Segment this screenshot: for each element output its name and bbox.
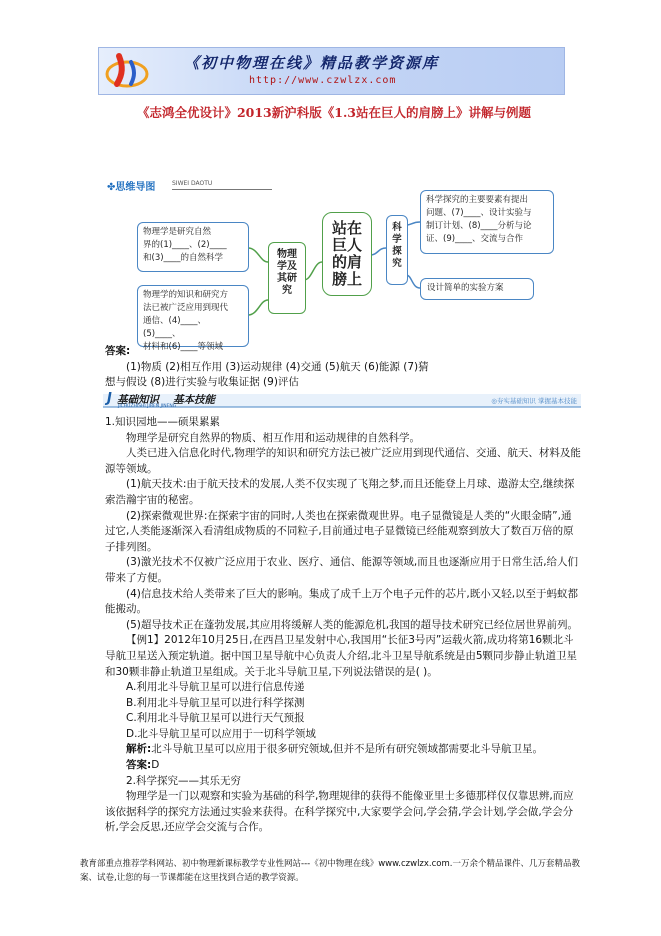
heading-knowledge-garden: 1.知识园地——硕果累累: [105, 416, 221, 428]
section-banner-title: 基础知识: [117, 394, 159, 406]
mindmap-hub-scientific-inquiry-label: 科学探究: [392, 222, 402, 269]
paragraph: (5)超导技术正在蓬勃发展,其应用将缓解人类的能源危机,我国的超导技术研究已经位居世界前列。: [126, 618, 579, 631]
banner-url[interactable]: http://www.czwlzx.com: [249, 75, 397, 86]
paragraph: (2)探索微观世界:在探索宇宙的同时,人类也在探索微观世界。电子显微镜是人类的“火眼金睛”,通过它,人类能逐渐深入看清组成物质的不同粒子,目前通过电子显微镜已经能观察到放大了数百万倍的原子排列图。: [105, 509, 574, 553]
mindmap-header-sub: SIWEI DAOTU: [172, 180, 213, 187]
mindmap-center-node: [322, 212, 372, 296]
mindmap-line: 物理学的知识和研究方: [143, 290, 229, 300]
answers-line-1: (1)物质 (2)相互作用 (3)运动规律 (4)交通 (5)航天 (6)能源 (7)猜: [126, 360, 429, 373]
mindmap-line: 通信、(4)____、(5)____、: [143, 316, 207, 339]
paragraph: (4)信息技术给人类带来了巨大的影响。集成了成千上万个电子元件的芯片,既小又轻,以至于蚂蚁都能搬动。: [105, 587, 579, 616]
mindmap-box-design-experiment-text: 设计简单的实验方案: [427, 283, 504, 293]
example-answer: [105, 758, 581, 774]
body-content: [105, 415, 581, 836]
mindmap-box-inquiry-elements-text: [421, 191, 553, 249]
example-answer-label: 答案:: [126, 759, 152, 772]
mindmap-box-inquiry-elements: [420, 190, 554, 254]
page-footer: 教育部重点推荐学科网站、初中物理新课标教学专业性网站---《初中物理在线》www.czwlzx.com.一万余个精品课件、几万套精品教案、试卷,让您的每一节课都能在这里找到合适的教学资源。: [80, 859, 580, 883]
mindmap-line: 材料和(6)____等领域: [143, 342, 224, 352]
banner-title: 《初中物理在线》精品教学资源库: [184, 54, 440, 72]
paragraph: (3)激光技术不仅被广泛应用于农业、医疗、通信、能源等领域,而且也逐渐应用于日常生活,给人们带来了方便。: [105, 556, 579, 584]
mindmap-line: 法已被广泛应用到现代: [143, 303, 229, 313]
site-banner: [98, 47, 565, 95]
section-banner-sub: JICHUZHISHI JIBEN JINENG: [118, 404, 177, 409]
analysis-label: 解析:: [126, 743, 152, 756]
mindmap-header-label: ✤思维导图: [107, 182, 156, 193]
mindmap-line: 制订计划、(8)____分析与论: [426, 221, 532, 231]
mindmap-line: 科学探究的主要要素有提出: [426, 195, 529, 205]
mindmap-hub-physics-research-label: 物理学及其研究: [277, 249, 297, 296]
example-question: 【例1】2012年10月25日,在西昌卫星发射中心,我国用“长征3号丙”运载火箭,成功将第16颗北斗导航卫星送入预定轨道。据中国卫星导航中心负责人介绍,北斗卫星导航系统是由5颗同步静止轨道卫星和30颗非静止轨道卫星组成。关于北斗导航卫星,下列说法错误的是( )。: [105, 634, 578, 678]
option-d: D.北斗导航卫星可以应用于一切科学领域: [126, 727, 316, 740]
paragraph: 人类已进入信息化时代,物理学的知识和研究方法已被广泛应用到现代通信、交通、航天、材料及能源等领域。: [105, 447, 581, 475]
option-b: B.利用北斗导航卫星可以进行科学探测: [126, 696, 305, 709]
mindmap-hub-physics-research: [268, 242, 306, 314]
mindmap-header: [107, 180, 272, 192]
section-banner-initial-icon: J: [107, 391, 112, 406]
option-a: A.利用北斗导航卫星可以进行信息传递: [126, 681, 305, 694]
analysis-text: 北斗导航卫星可以应用于很多研究领域,但并不是所有研究领域都需要北斗导航卫星。: [151, 743, 544, 756]
mindmap-line: 物理学是研究自然: [143, 227, 212, 237]
mindmap-center-title: 站在巨人的肩膀上: [331, 219, 362, 288]
site-logo-icon: [105, 52, 149, 90]
mindmap-hub-scientific-inquiry: [386, 215, 408, 285]
analysis: [105, 742, 581, 758]
answers-label: 答案:: [105, 345, 131, 357]
section-banner: [103, 391, 581, 410]
mindmap-line: 问题、(7)____、设计实验与: [426, 208, 532, 218]
document-title: 《志鸿全优设计》2013新沪科版《1.3站在巨人的肩膀上》讲解与例题: [136, 105, 532, 120]
heading-scientific-inquiry: 2.科学探究——其乐无穷: [126, 774, 242, 787]
paragraph: (1)航天技术:由于航天技术的发展,人类不仅实现了飞翔之梦,而且还能登上月球、遨游太空,继续探索浩瀚宇宙的秘密。: [105, 478, 575, 506]
answers-line-2: 想与假设 (8)进行实验与收集证据 (9)评估: [105, 376, 299, 389]
paragraph: 物理学是研究自然界的物质、相互作用和运动规律的自然科学。: [126, 431, 420, 444]
option-c: C.利用北斗导航卫星可以进行天气预报: [126, 712, 305, 725]
section-banner-right: ◎夯实基础知识 掌握基本技能: [491, 397, 577, 405]
section-banner-title-2: 基本技能: [173, 394, 215, 406]
mindmap-box-applications: [137, 285, 249, 352]
mindmap-line: 界的(1)____、(2)____: [143, 240, 227, 250]
paragraph: 物理学是一门以观察和实验为基础的科学,物理规律的获得不能像亚里士多德那样仅仅靠思辨,而应该依据科学的探究方法通过实验来获得。在科学探究中,大家要学会问,学会猜,学会计划,学会做,学会分析,学会反思,还应学会交流与合作。: [105, 790, 574, 834]
mindmap-box-physics-definition: [137, 222, 249, 272]
mindmap-line: 和(3)____的自然科学: [143, 253, 224, 263]
mindmap-line: 证、(9)____、交流与合作: [426, 234, 524, 244]
mindmap-header-underline: [172, 189, 272, 190]
answers-block: [105, 344, 581, 391]
mindmap-box-design-experiment: [420, 278, 534, 300]
mindmap-box-physics-definition-text: [138, 223, 248, 268]
example-answer-value: D: [151, 759, 160, 772]
